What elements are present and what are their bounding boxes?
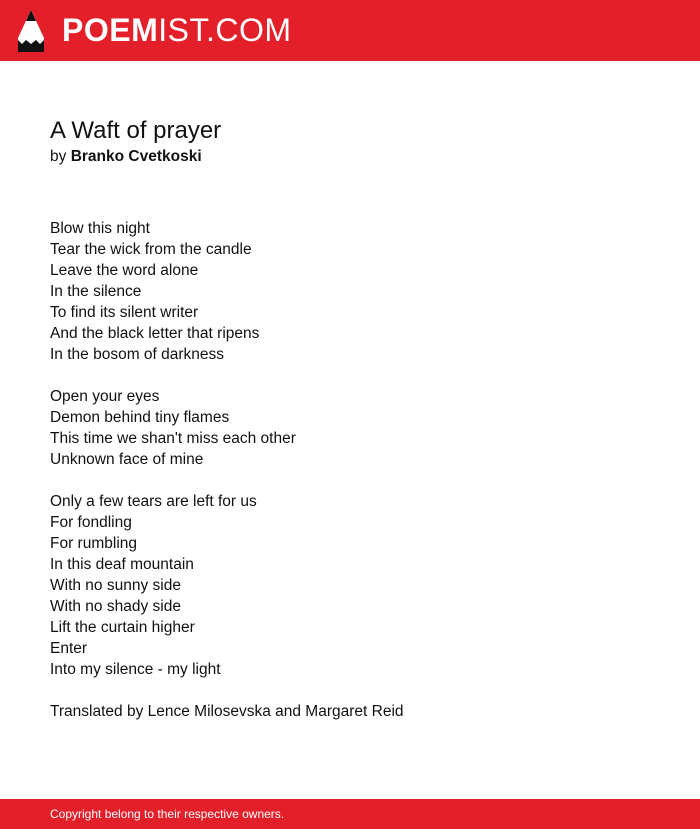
pencil-tip-icon[interactable] bbox=[18, 10, 44, 52]
poem-line: Only a few tears are left for us bbox=[50, 493, 257, 510]
stanza bbox=[50, 218, 670, 365]
poem-line: Tear the wick from the candle bbox=[50, 241, 252, 258]
poem-line: Blow this night bbox=[50, 220, 150, 237]
by-label: by bbox=[50, 148, 67, 165]
poem-title: A Waft of prayer bbox=[50, 117, 222, 144]
poem-line: In this deaf mountain bbox=[50, 556, 194, 573]
poem-line: This time we shan't miss each other bbox=[50, 430, 296, 447]
copyright-text: Copyright belong to their respective owners. bbox=[50, 807, 285, 821]
stanza bbox=[50, 386, 670, 470]
poem-line: With no sunny side bbox=[50, 577, 181, 594]
site-footer bbox=[0, 799, 700, 829]
poem-body bbox=[50, 218, 670, 722]
poem-line: And the black letter that ripens bbox=[50, 325, 260, 342]
poem-line: Demon behind tiny flames bbox=[50, 409, 230, 426]
poem-line: To find its silent writer bbox=[50, 304, 199, 321]
site-logo[interactable] bbox=[62, 10, 292, 50]
poem-byline bbox=[50, 146, 670, 168]
poem-line: Into my silence - my light bbox=[50, 661, 221, 678]
poem-line: Unknown face of mine bbox=[50, 451, 204, 468]
poem-author: Branko Cvetkoski bbox=[70, 148, 202, 165]
poem-line: For fondling bbox=[50, 514, 132, 531]
poem-line: Leave the word alone bbox=[50, 262, 199, 279]
poem-line: Lift the curtain higher bbox=[50, 619, 195, 636]
stanza bbox=[50, 491, 670, 680]
poem-line: In the bosom of darkness bbox=[50, 346, 225, 363]
poem-line: With no shady side bbox=[50, 598, 181, 615]
poem-line: Enter bbox=[50, 640, 88, 657]
translation-note: Translated by Lence Milosevska and Margaret Reid bbox=[50, 703, 404, 720]
poem-content bbox=[50, 116, 670, 722]
poem-line: Open your eyes bbox=[50, 388, 160, 405]
poem-line: For rumbling bbox=[50, 535, 137, 552]
logo-text-light: IST.COM bbox=[158, 12, 292, 48]
poem-line: In the silence bbox=[50, 283, 142, 300]
site-header bbox=[0, 0, 700, 61]
logo-text-bold: POEM bbox=[62, 12, 159, 48]
